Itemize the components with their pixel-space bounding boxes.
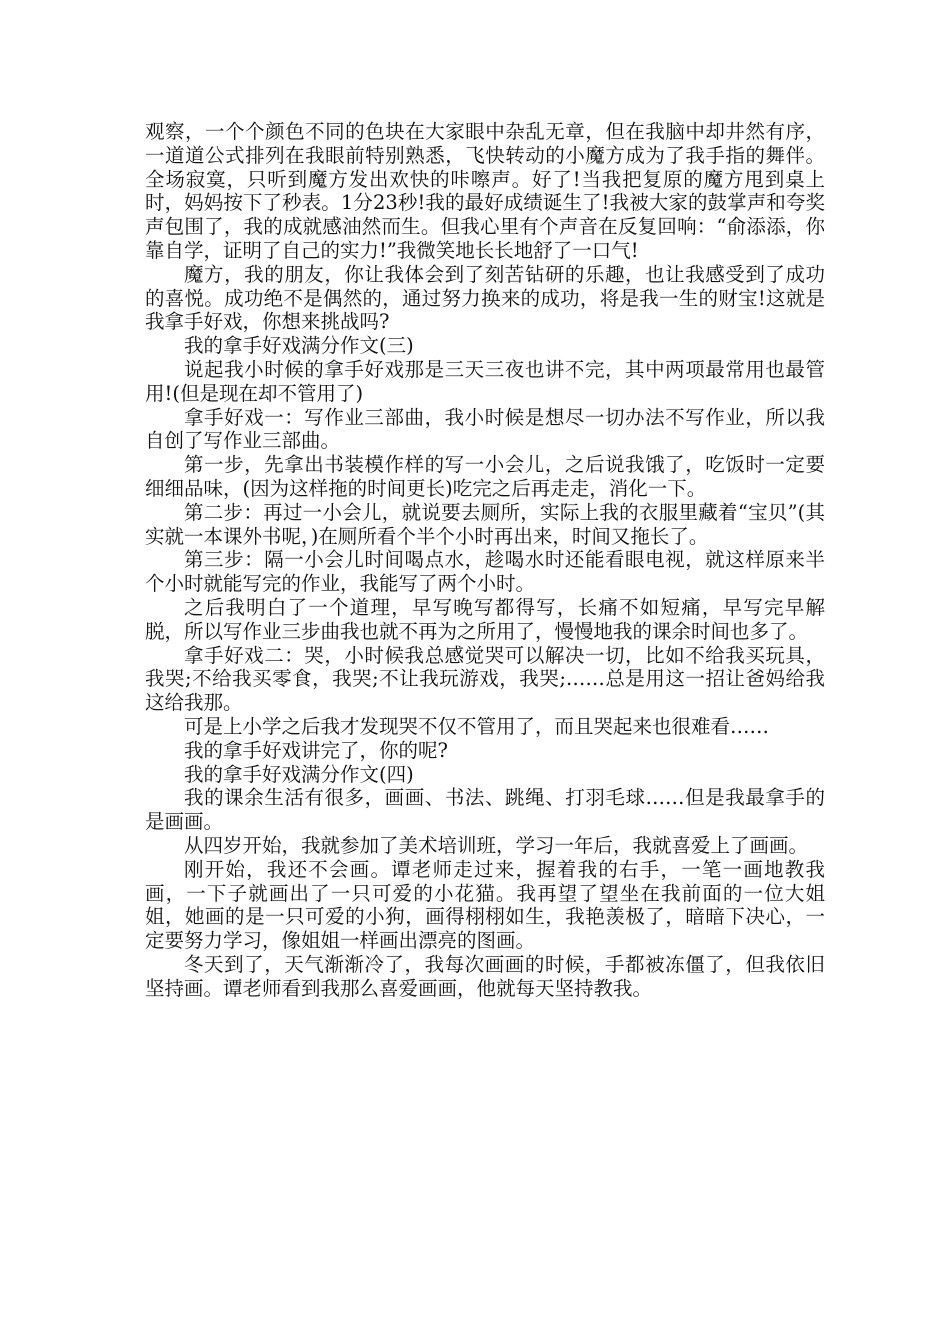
paragraph-16: 刚开始，我还不会画。谭老师走过来，握着我的右手，一笔一画地教我画，一下子就画出了一只可爱的小花猫。我再望了望坐在我前面的一位大姐姐，她画的是一只可爱的小狗，画得栩栩如生，我艳羡极了，暗暗下决心，一定要努力学习，像姐姐一样画出漂亮的图画。 — [145, 857, 825, 953]
paragraph-17: 冬天到了，天气渐渐冷了，我每次画画的时候，手都被冻僵了，但我依旧坚持画。谭老师看到我那么喜爱画画，他就每天坚持教我。 — [145, 952, 825, 1000]
paragraph-5: 拿手好戏一：写作业三部曲，我小时候是想尽一切办法不写作业，所以我自创了写作业三部曲。 — [145, 405, 825, 453]
paragraph-2: 魔方，我的朋友，你让我体会到了刻苦钻研的乐趣，也让我感受到了成功的喜悦。成功绝不是偶然的，通过努力换来的成功，将是我一生的财宝!这就是我拿手好戏，你想来挑战吗? — [145, 262, 825, 334]
paragraph-14: 我的课余生活有很多，画画、书法、跳绳、打羽毛球……但是我最拿手的是画画。 — [145, 786, 825, 834]
paragraph-15: 从四岁开始，我就参加了美术培训班，学习一年后，我就喜爱上了画画。 — [184, 833, 809, 857]
section-heading-4: 我的拿手好戏满分作文(四) — [184, 762, 414, 786]
paragraph-7: 第二步：再过一小会儿，就说要去厕所，实际上我的衣服里藏着“宝贝”(其实就一本课外书呢，)在厕所看个半个小时再出来，时间又拖长了。 — [145, 500, 825, 548]
paragraph-9: 之后我明白了一个道理，早写晚写都得写，长痛不如短痛，早写完早解脱，所以写作业三步曲我也就不再为之所用了，慢慢地我的课余时间也多了。 — [145, 595, 825, 643]
paragraph-11: 可是上小学之后我才发现哭不仅不管用了，而且哭起来也很难看…… — [184, 714, 770, 738]
paragraph-10: 拿手好戏二：哭，小时候我总感觉哭可以解决一切，比如不给我买玩具，我哭;不给我买零食，我哭;不让我玩游戏，我哭;……总是用这一招让爸妈给我这给我那。 — [145, 643, 825, 715]
paragraph-1: 观察，一个个颜色不同的色块在大家眼中杂乱无章，但在我脑中却井然有序，一道道公式排列在我眼前特别熟悉，飞快转动的小魔方成为了我手指的舞伴。全场寂寞，只听到魔方发出欢快的咔嚓声。好了!当我把复原的魔方甩到桌上时，妈妈按下了秒表。1分23秒!我的最好成绩诞生了!我被大家的鼓掌声和夸奖声包围了，我的成就感油然而生。但我心里有个声音在反复回响：“俞添添，你靠自学，证明了自己的实力!”我微笑地长长地舒了一口气! — [145, 120, 825, 262]
paragraph-4: 说起我小时候的拿手好戏那是三天三夜也讲不完，其中两项最常用也最管用!(但是现在却不管用了) — [145, 357, 825, 405]
paragraph-8: 第三步：隔一小会儿时间喝点水，趁喝水时还能看眼电视，就这样原来半个小时就能写完的作业，我能写了两个小时。 — [145, 548, 825, 596]
section-heading-3: 我的拿手好戏满分作文(三) — [184, 334, 414, 358]
document-page — [145, 120, 825, 1000]
paragraph-12: 我的拿手好戏讲完了，你的呢? — [184, 738, 448, 762]
paragraph-6: 第一步，先拿出书装模作样的写一小会儿，之后说我饿了，吃饭时一定要细细品味，(因为这样拖的时间更长)吃完之后再走走，消化一下。 — [145, 453, 825, 500]
